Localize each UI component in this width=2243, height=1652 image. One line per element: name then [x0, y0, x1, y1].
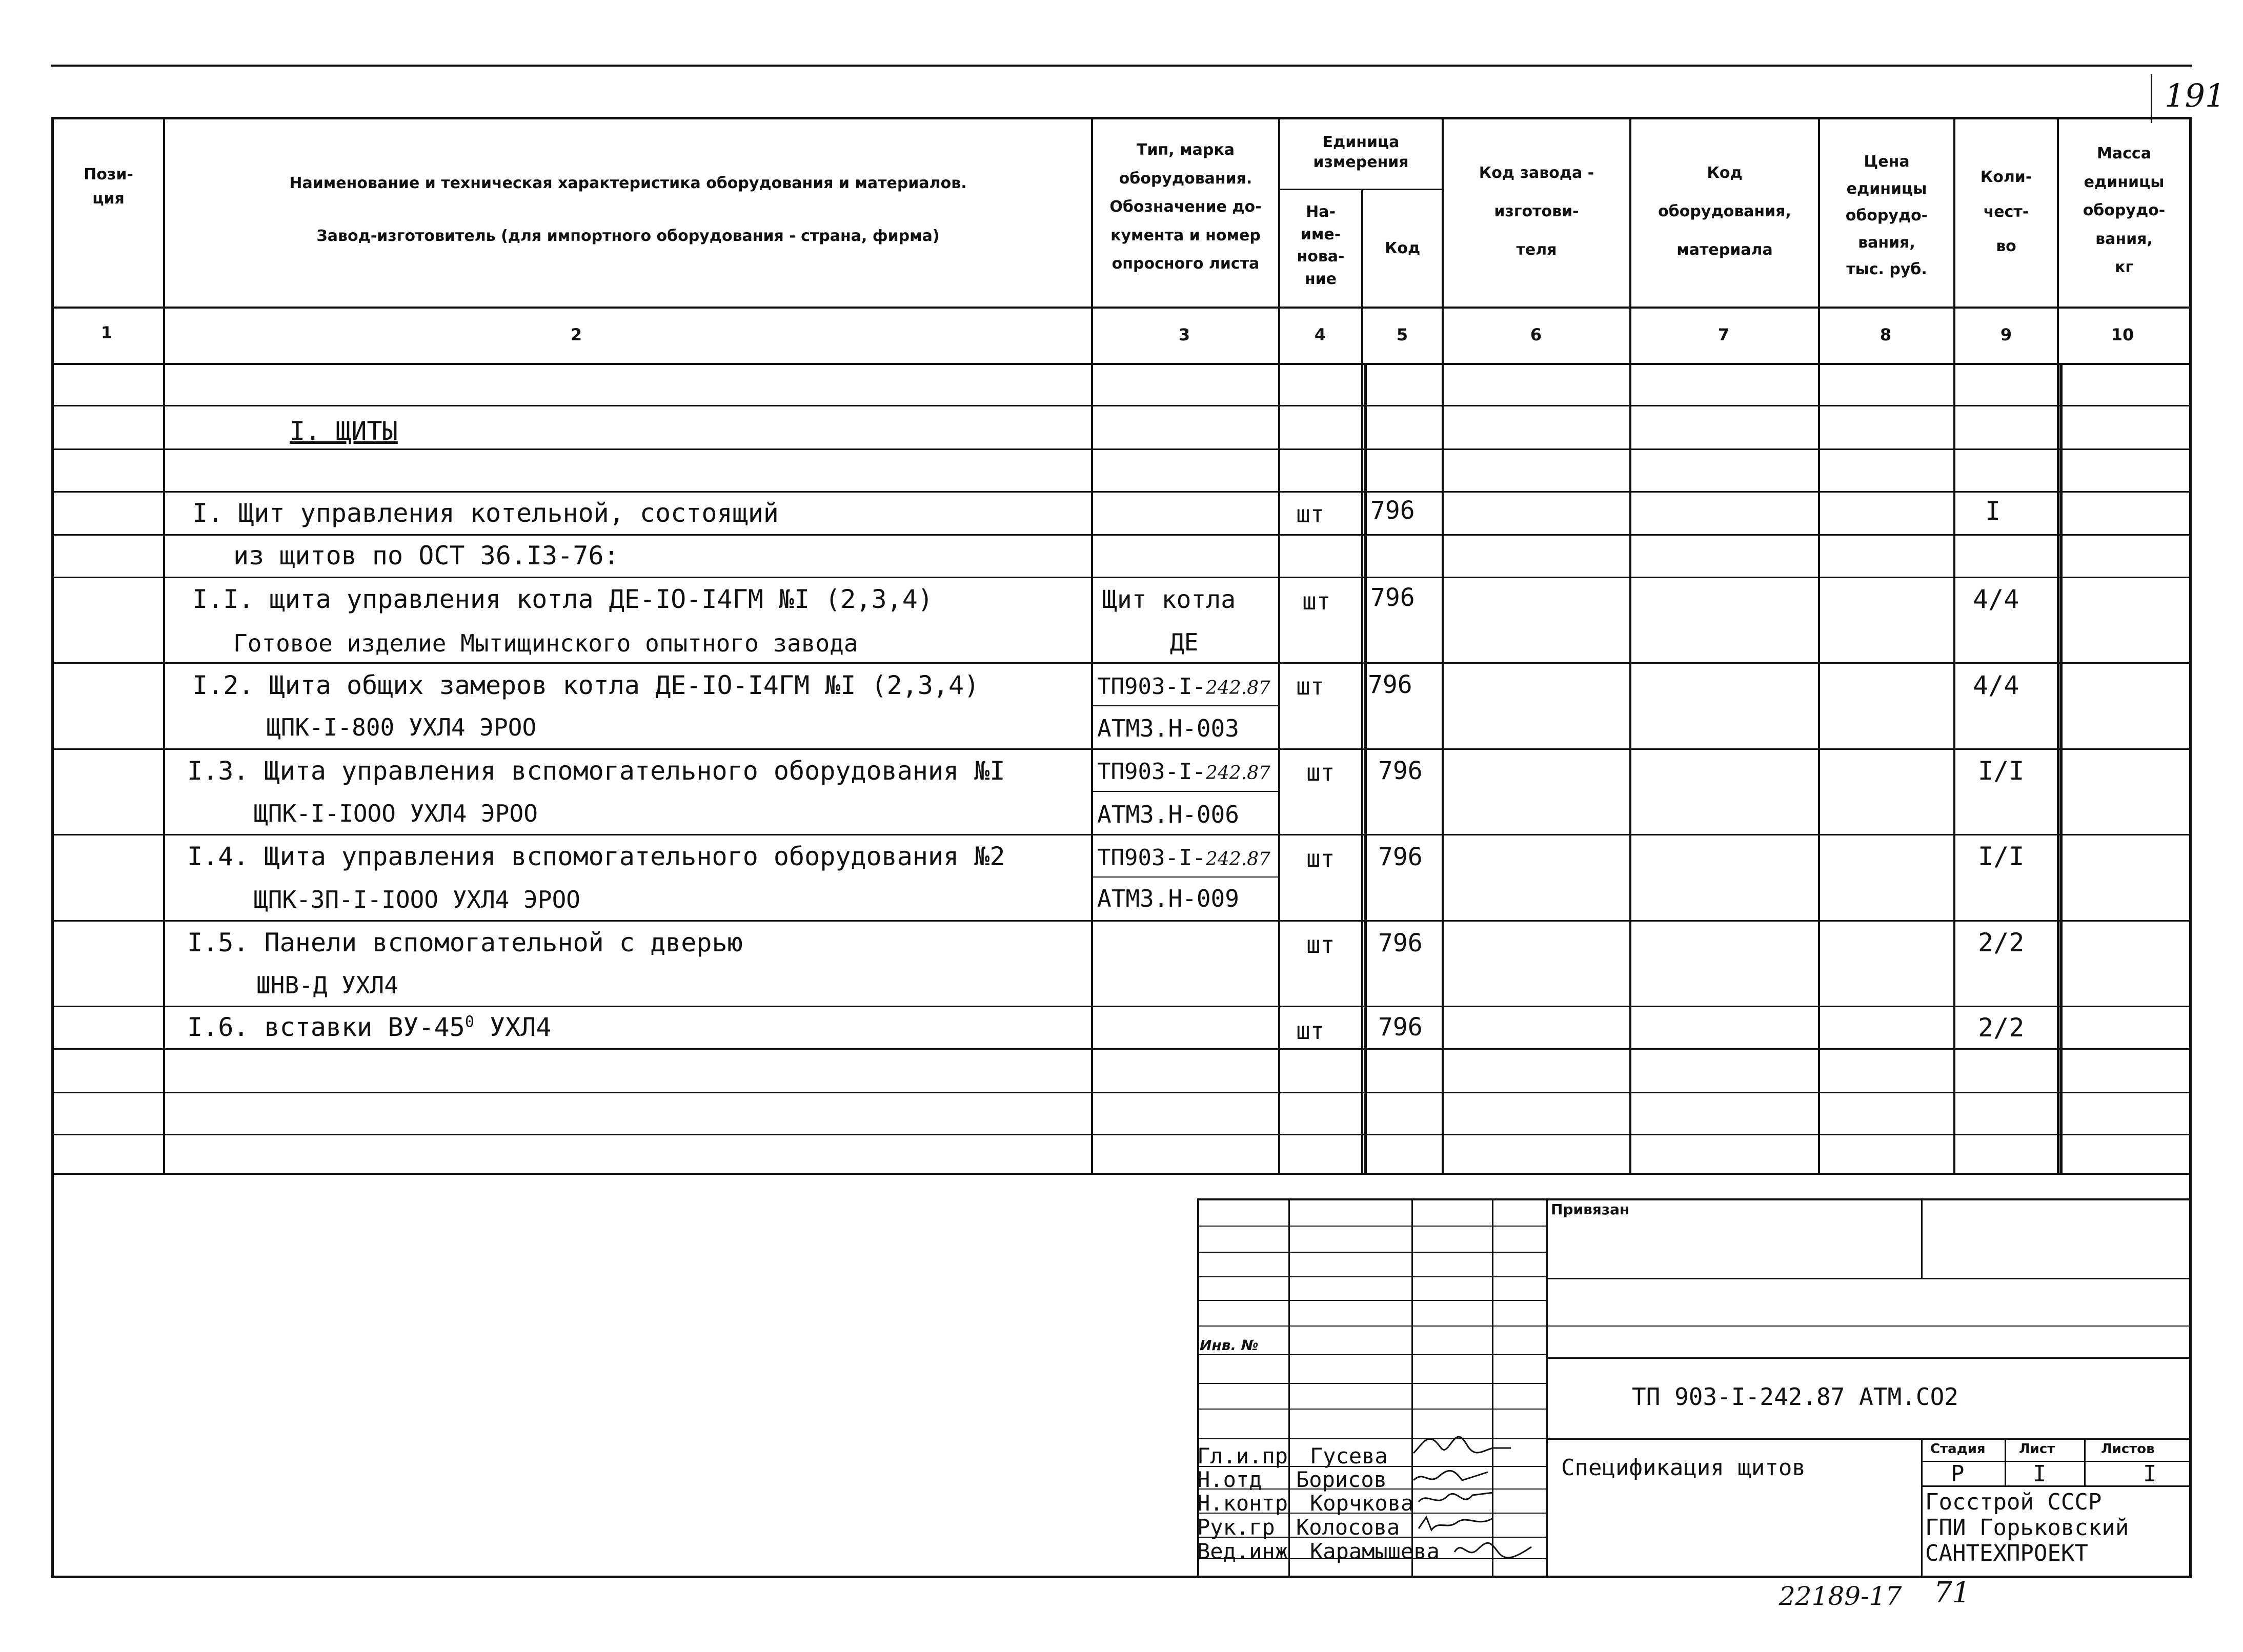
item-name: I.3. Щита управления вспомогательного оборудования №I	[187, 756, 1005, 786]
item-code: 796	[1378, 1013, 1423, 1042]
top-rule	[51, 65, 2192, 67]
item-name: I.I. щита управления котла ДЕ-IO-I4ГМ №I (2,3,4)	[192, 584, 933, 614]
sheet-label: Лист	[2019, 1441, 2055, 1457]
header-name-line1: Наименование и техническая характеристика оборудования и материалов.	[289, 174, 967, 192]
item-type: АТМ3.Н-009	[1097, 885, 1239, 912]
handwritten-signature-4	[1416, 1512, 1498, 1535]
item-unit: шт	[1306, 759, 1335, 786]
section-title: I. ЩИТЫ	[290, 416, 398, 446]
item-type: ТП903-I-242.87	[1097, 759, 1270, 785]
row-line	[51, 834, 2192, 835]
item-type: АТМ3.Н-006	[1097, 801, 1239, 828]
row-line	[51, 1092, 2192, 1093]
column-number: 10	[2111, 325, 2134, 344]
signature-name: Гусева	[1310, 1443, 1388, 1469]
document-code: ТП 903-I-242.87 АТМ.СО2	[1632, 1383, 1958, 1411]
column-number: 1	[100, 323, 113, 342]
signature-name: Корчкова	[1310, 1491, 1414, 1516]
item-name: Готовое изделие Мытищинского опытного завода	[233, 629, 858, 657]
item-type: АТМ3.Н-003	[1097, 715, 1239, 742]
header-mass: Масса единицы оборудо- вания, кг	[2083, 145, 2166, 276]
footer-page: 71	[1934, 1576, 1971, 1609]
column-number: 4	[1314, 325, 1326, 344]
signature-role: Н.контр	[1197, 1491, 1288, 1516]
col-divider-4b	[1364, 365, 1367, 1174]
row-line	[51, 748, 2192, 750]
col-divider-4	[1361, 189, 1363, 1174]
item-unit: шт	[1306, 845, 1335, 872]
colnum-bottom-line	[51, 363, 2192, 365]
item-name: из щитов по ОСТ 36.I3-76:	[233, 541, 619, 570]
document-title: Спецификация щитов	[1561, 1455, 1806, 1481]
table-bottom-line	[51, 1173, 2192, 1175]
page-number-divider	[2151, 74, 2152, 123]
header-unit-code: Код	[1384, 239, 1421, 257]
item-type: Щит котла	[1102, 585, 1236, 614]
item-type: ТП903-I-242.87	[1097, 845, 1270, 871]
row-line	[51, 448, 2192, 450]
item-name: I.2. Щита общих замеров котла ДЕ-IO-I4ГМ №I (2,3,4)	[192, 670, 980, 700]
column-number: 2	[570, 325, 582, 344]
item-type: ТП903-I-242.87	[1097, 674, 1270, 700]
page-number: 191	[2165, 77, 2226, 114]
row-line	[51, 1048, 2192, 1050]
row-line	[51, 405, 2192, 406]
stage-label: Стадия	[1930, 1441, 1986, 1457]
item-type-handwritten: 242.87	[1205, 763, 1270, 784]
item-code: 796	[1378, 929, 1423, 957]
item-unit: шт	[1296, 1017, 1325, 1045]
row-subline	[1091, 876, 1278, 878]
handwritten-signature-3	[1416, 1487, 1498, 1511]
row-subline	[1091, 791, 1278, 792]
header-plant-code: Код завода - изготови- теля	[1479, 164, 1594, 259]
org-line2: ГПИ Горьковский	[1925, 1515, 2129, 1541]
col-divider-6	[1629, 117, 1631, 1174]
column-number: 3	[1178, 325, 1190, 344]
header-bottom-line	[51, 307, 2192, 309]
stage-value: Р	[1951, 1461, 1965, 1487]
signature-name: Карамышева	[1310, 1539, 1440, 1564]
handwritten-signature-5	[1452, 1537, 1534, 1562]
header-type: Тип, марка оборудования. Обозначение до- кумента и номер опросного листа	[1109, 141, 1262, 273]
handwritten-signature-2	[1411, 1465, 1493, 1488]
header-unit-name: На- име- нова- ние	[1297, 203, 1345, 288]
item-type-handwritten: 242.87	[1205, 678, 1270, 699]
item-unit: шт	[1296, 672, 1325, 700]
item-qty: 2/2	[1978, 1013, 2025, 1043]
item-name: I.6. вставки $ВУ-45^0$ УХЛ4	[187, 1012, 552, 1042]
header-unit-group: Единица измерения	[1313, 133, 1409, 171]
item-code: 796	[1378, 757, 1423, 785]
item-qty: 4/4	[1973, 670, 2019, 700]
col-divider-5	[1442, 117, 1444, 1174]
column-number: 5	[1396, 325, 1408, 344]
header-position: Пози- ция	[84, 166, 133, 208]
row-line	[51, 1134, 2192, 1135]
column-number: 6	[1530, 325, 1542, 344]
item-name: I. Щит управления котельной, состоящий	[192, 498, 779, 528]
stamp-privyazan: Привязан	[1551, 1201, 1630, 1218]
signature-role: Гл.и.пр	[1197, 1443, 1288, 1469]
sheets-label: Листов	[2101, 1441, 2155, 1457]
row-line	[51, 920, 2192, 922]
signature-name: Борисов	[1296, 1467, 1387, 1492]
table-top-border	[51, 117, 2192, 119]
col-divider-1	[163, 117, 165, 1174]
header-equipment-code: Код оборудования, материала	[1658, 164, 1791, 259]
item-qty: 2/2	[1978, 928, 2025, 957]
item-unit: шт	[1302, 587, 1331, 615]
item-qty: I/I	[1978, 842, 2025, 871]
item-unit: шт	[1296, 500, 1325, 528]
table-right-border	[2189, 117, 2192, 1578]
row-line	[51, 491, 2192, 493]
archive-number: 22189-17	[1779, 1581, 1902, 1611]
item-code: 796	[1368, 670, 1412, 699]
sheet-value: I	[2033, 1461, 2047, 1487]
item-qty: I	[1985, 496, 2001, 526]
item-name: I.5. Панели вспомогательной с дверью	[187, 928, 743, 957]
row-line	[51, 1006, 2192, 1007]
item-type-handwritten: 242.87	[1205, 849, 1270, 870]
item-type: ДЕ	[1170, 628, 1199, 656]
signature-role: Н.отд	[1197, 1467, 1262, 1492]
stamp-inv-no: Инв. №	[1200, 1337, 1259, 1354]
row-subline	[1091, 705, 1278, 706]
sheets-value: I	[2143, 1461, 2157, 1487]
item-name: ШНВ-Д УХЛ4	[256, 971, 398, 999]
item-name: ЩПК-I-800 УХЛ4 ЭРОО	[267, 713, 537, 741]
item-qty: I/I	[1978, 756, 2025, 786]
signature-role: Рук.гр	[1197, 1515, 1275, 1540]
handwritten-signature-1	[1411, 1430, 1513, 1461]
item-name: ЩПК-3П-I-IOOO УХЛ4 ЭРОО	[254, 886, 580, 913]
item-name: ЩПК-I-IOOO УХЛ4 ЭРОО	[254, 800, 538, 827]
header-name-line2: Завод-изготовитель (для импортного оборудования - страна, фирма)	[316, 227, 940, 245]
org-line1: Госстрой СССР	[1925, 1489, 2102, 1515]
col-divider-8	[1953, 117, 1955, 1174]
header-quantity: Коли- чест- во	[1980, 168, 2032, 255]
item-code: 796	[1378, 843, 1423, 871]
item-code: 796	[1370, 496, 1415, 525]
item-name: I.4. Щита управления вспомогательного оборудования №2	[187, 842, 1005, 871]
table-left-border	[51, 117, 54, 1578]
org-line3: САНТЕХПРОЕКТ	[1925, 1540, 2088, 1566]
column-number: 8	[1880, 325, 1892, 344]
col-divider-9b	[2059, 365, 2063, 1174]
item-unit: шт	[1306, 931, 1335, 958]
degree-superscript: 0	[464, 1013, 474, 1031]
signature-role: Вед.инж	[1197, 1539, 1288, 1564]
row-line	[51, 534, 2192, 536]
row-line	[51, 577, 2192, 578]
item-code: 796	[1370, 583, 1415, 612]
page-bottom-border	[51, 1576, 2192, 1578]
column-number: 7	[1717, 325, 1730, 344]
item-qty: 4/4	[1973, 584, 2019, 614]
row-line	[51, 662, 2192, 664]
signature-name: Колосова	[1296, 1515, 1400, 1540]
header-price: Цена единицы оборудо- вания, тыс. руб.	[1845, 153, 1928, 278]
column-number: 9	[2000, 325, 2012, 344]
